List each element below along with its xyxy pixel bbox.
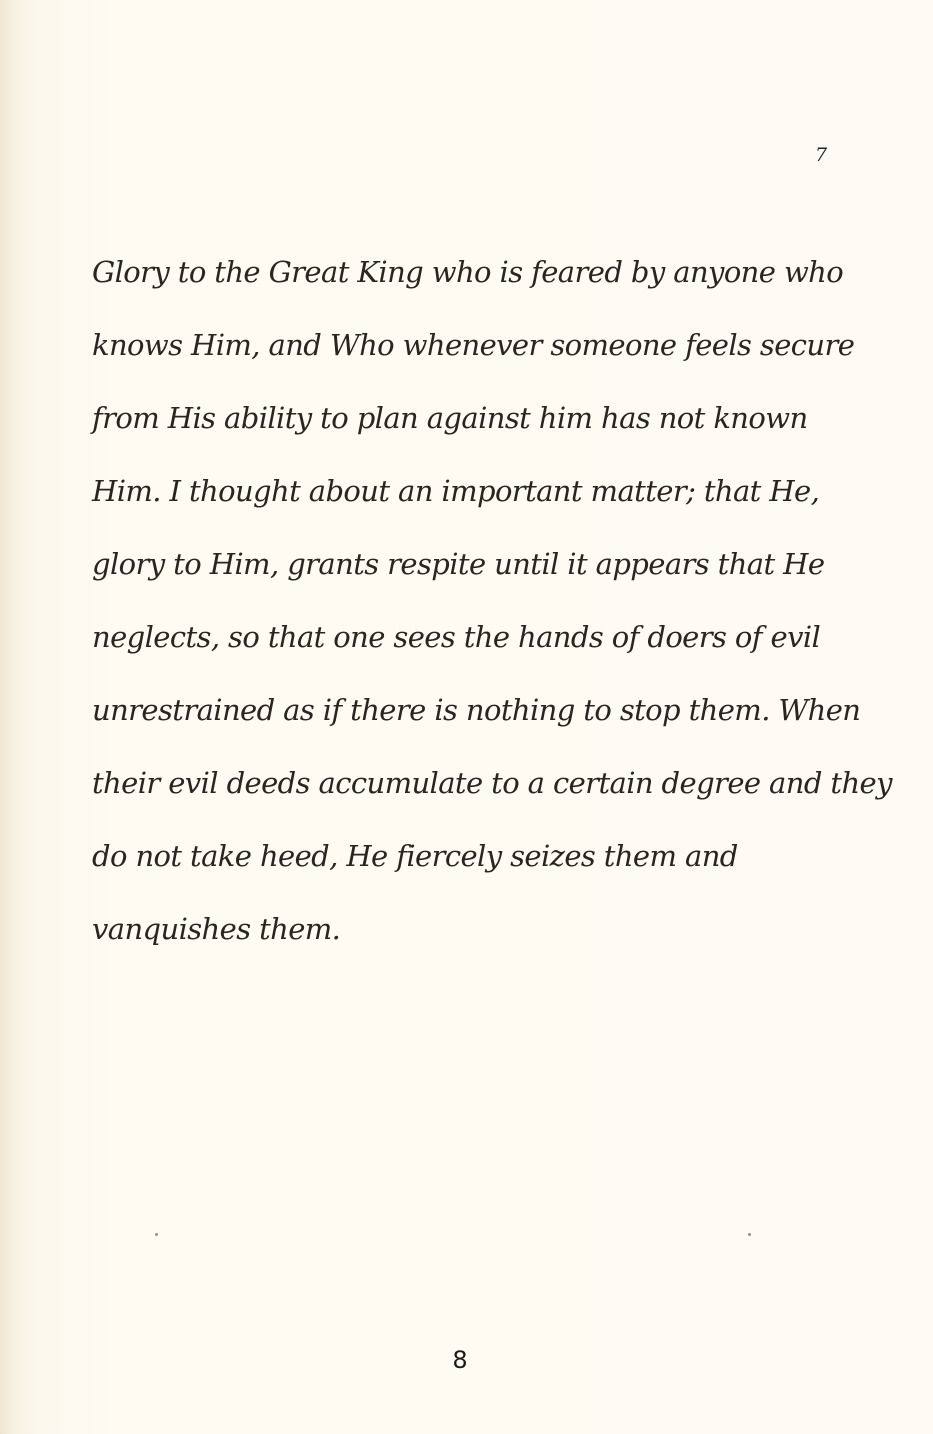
text-line: do not take heed, He fiercely seizes them and (92, 839, 738, 873)
section-number: 7 (815, 144, 828, 166)
paper-speck (155, 1233, 158, 1236)
page-number: 8 (452, 1346, 468, 1374)
text-line: Glory to the Great King who is feared by anyone who (92, 255, 844, 289)
text-line: glory to Him, grants respite until it appears that He (92, 547, 825, 581)
paper-speck (748, 1233, 751, 1236)
text-line: neglects, so that one sees the hands of doers of evil (92, 620, 821, 654)
text-line: their evil deeds accumulate to a certain degree and they (92, 766, 892, 800)
text-line: Him. I thought about an important matter; that He, (92, 474, 820, 508)
text-line: vanquishes them. (92, 912, 341, 946)
text-line: knows Him, and Who whenever someone feels secure (92, 328, 855, 362)
body-paragraph (92, 236, 892, 966)
text-line: from His ability to plan against him has not known (92, 401, 808, 435)
text-line: unrestrained as if there is nothing to stop them. When (92, 693, 861, 727)
